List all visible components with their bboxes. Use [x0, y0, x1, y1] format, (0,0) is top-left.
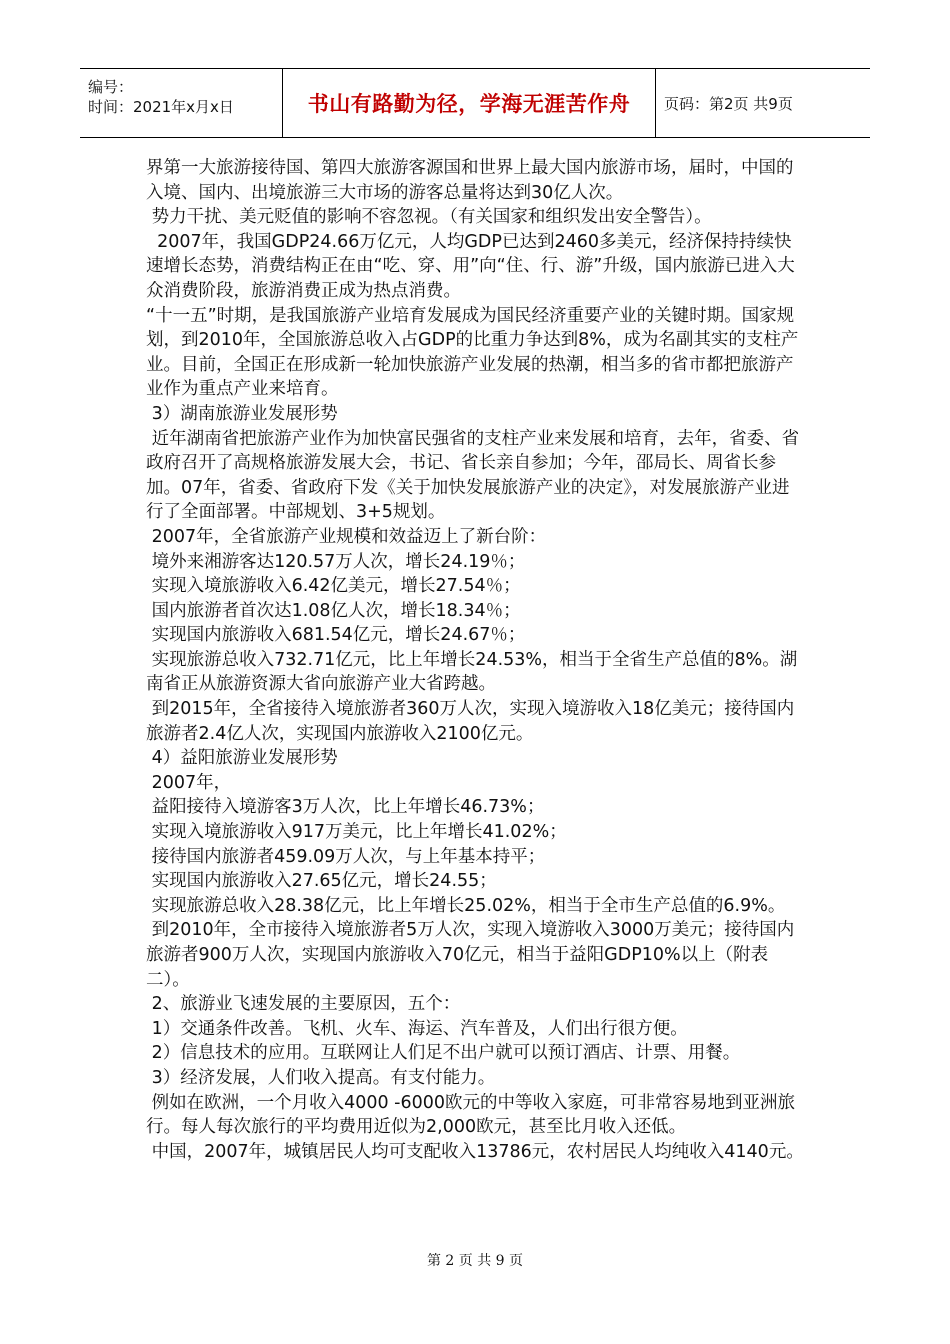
body-paragraph: 到2010年，全市接待入境旅游者5万人次，实现入境游收入3000万美元；接待国内旅游者900万人次，实现国内旅游收入70亿元，相当于益阳GDP10%以上（附表二）。 — [146, 920, 795, 990]
document-date: 时间：2021年x月x日 — [88, 98, 234, 116]
page-header — [80, 68, 870, 138]
body-paragraph: 近年湖南省把旅游产业作为加快富民强省的支柱产业来发展和培育，去年，省委、省政府召开了高规格旅游发展大会，书记、省长亲自参加；今年，邵局长、周省长参加。07年，省委、省政府下发《关于加快发展旅游产业的决定》，对发展旅游产业进行了全面部署。中部规划、3+5规划。 — [146, 428, 800, 523]
body-paragraph: 实现旅游总收入28.38亿元，比上年增长25.02%，相当于全市生产总值的6.9%。 — [146, 895, 786, 916]
document-body — [146, 156, 806, 1164]
body-paragraph: 实现国内旅游收入681.54亿元，增长24.67％； — [146, 625, 526, 646]
body-paragraph: 1）交通条件改善。飞机、火车、海运、汽车普及，人们出行很方便。 — [146, 1018, 688, 1039]
body-paragraph: 界第一大旅游接待国、第四大旅游客源国和世界上最大国内旅游市场，届时，中国的入境、国内、出境旅游三大市场的游客总量将达到30亿人次。 — [146, 158, 794, 203]
body-paragraph: 实现入境旅游收入6.42亿美元，增长27.54％； — [146, 576, 521, 597]
body-paragraph: 3）湖南旅游业发展形势 — [146, 403, 338, 424]
header-page-info: 页码：第2页 共9页 — [664, 94, 793, 113]
body-paragraph: 例如在欧洲，一个月收入4000 -6000欧元的中等收入家庭，可非常容易地到亚洲旅行。每人每次旅行的平均费用近似为2,000欧元，甚至比月收入还低。 — [146, 1092, 796, 1138]
body-paragraph: 中国，2007年，城镇居民人均可支配收入13786元，农村居民人均纯收入4140元。 — [146, 1141, 804, 1162]
body-paragraph: 实现入境旅游收入917万美元，比上年增长41.02%； — [146, 822, 567, 843]
document-number-label: 编号： — [88, 78, 134, 96]
body-paragraph: 益阳接待入境游客3万人次，比上年增长46.73%； — [146, 797, 545, 818]
body-paragraph: 境外来湘游客达120.57万人次，增长24.19％； — [146, 551, 526, 572]
body-paragraph: 2007年， — [146, 772, 232, 793]
body-paragraph: 2）信息技术的应用。互联网让人们足不出户就可以预订酒店、计票、用餐。 — [146, 1043, 741, 1064]
header-meta — [80, 69, 283, 137]
body-paragraph: 2007年，全省旅游产业规模和效益迈上了新台阶： — [146, 526, 547, 547]
body-paragraph: 3）经济发展，人们收入提高。有支付能力。 — [146, 1067, 496, 1088]
body-paragraph: “十一五”时期，是我国旅游产业培育发展成为国民经济重要产业的关键时期。国家规划，到2010年，全国旅游总收入占GDP的比重力争达到8%，成为名副其实的支柱产业。目前，全国正在形成新一轮加快旅游产业发展的热潮，相当多的省市都把旅游产业作为重点产业来培育。 — [146, 305, 799, 400]
body-paragraph: 到2015年，全省接待入境旅游者360万人次，实现入境游收入18亿美元；接待国内旅游者2.4亿人次，实现国内旅游收入2100亿元。 — [146, 699, 795, 744]
body-paragraph: 势力干扰、美元贬值的影响不容忽视。（有关国家和组织发出安全警告）。 — [146, 207, 712, 228]
body-paragraph: 接待国内旅游者459.09万人次，与上年基本持平； — [146, 846, 546, 867]
body-paragraph: 国内旅游者首次达1.08亿人次，增长18.34％； — [146, 600, 521, 621]
body-paragraph: 实现国内旅游收入27.65亿元，增长24.55； — [146, 871, 497, 892]
body-paragraph: 2、旅游业飞速发展的主要原因，五个： — [146, 994, 461, 1015]
body-paragraph: 实现旅游总收入732.71亿元，比上年增长24.53%，相当于全省生产总值的8%。湖南省正从旅游资源大省向旅游产业大省跨越。 — [146, 649, 798, 695]
page-footer: 第 2 页 共 9 页 — [426, 1253, 524, 1269]
body-paragraph: 2007年，我国GDP24.66万亿元，人均GDP已达到2460多美元，经济保持持续快速增长态势，消费结构正在由“吃、穿、用”向“住、行、游”升级，国内旅游已进入大众消费阶段，旅游消费正成为热点消费。 — [146, 231, 795, 301]
header-motto: 书山有路勤为径，学海无涯苦作舟 — [283, 69, 656, 137]
body-paragraph: 4）益阳旅游业发展形势 — [146, 748, 338, 769]
